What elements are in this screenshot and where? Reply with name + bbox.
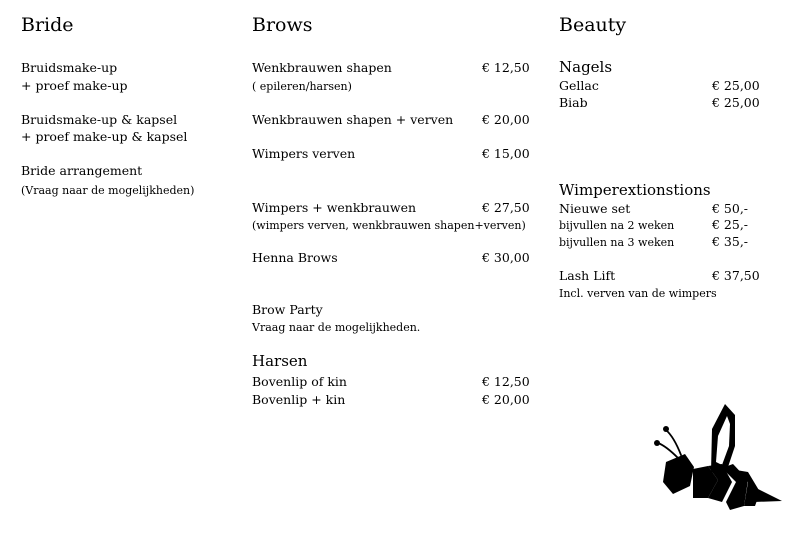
bride-item-1-line-1: Bruidsmake-up — [21, 60, 118, 75]
harsen-item-name: Bovenlip of kin — [252, 374, 347, 389]
brows-item-price: € 30,00 — [482, 250, 530, 265]
harsen-heading: Harsen — [252, 352, 308, 370]
brows-item-price: € 27,50 — [482, 200, 530, 215]
lash-lift-price: € 37,50 — [712, 268, 760, 283]
nagels-heading: Nagels — [559, 58, 613, 76]
brows-item-name: Wimpers verven — [252, 146, 356, 161]
wimper-item-name: bijvullen na 2 weken — [559, 219, 675, 232]
bee-logo-icon — [648, 402, 784, 514]
brows-item-price: € 20,00 — [482, 112, 530, 127]
wimper-heading: Wimperextionstions — [559, 181, 711, 199]
beauty-heading: Beauty — [559, 14, 627, 36]
brows-item-name: Wimpers + wenkbrauwen — [252, 200, 417, 215]
harsen-item-name: Bovenlip + kin — [252, 392, 346, 407]
bride-arrangement-note: (Vraag naar de mogelijkheden) — [21, 184, 195, 197]
bride-item-1-line-2: + proef make-up — [21, 78, 128, 93]
brow-party-note: Vraag naar de mogelijkheden. — [252, 321, 421, 334]
brows-heading: Brows — [252, 14, 313, 36]
wimper-item-price: € 50,- — [712, 201, 749, 216]
brows-item-price: € 15,00 — [482, 146, 530, 161]
brow-party: Brow Party — [252, 302, 323, 317]
brows-item-name: Wenkbrauwen shapen — [252, 60, 392, 75]
wimper-item-price: € 35,- — [712, 234, 749, 249]
brows-item-note: ( epileren/harsen) — [252, 80, 352, 93]
nagels-item-price: € 25,00 — [712, 95, 760, 110]
brows-item-price: € 12,50 — [482, 60, 530, 75]
bride-arrangement: Bride arrangement — [21, 163, 143, 178]
brows-item-name: Wenkbrauwen shapen + verven — [252, 112, 454, 127]
wimper-item-name: bijvullen na 3 weken — [559, 236, 675, 249]
nagels-item-name: Gellac — [559, 78, 599, 93]
lash-lift-note: Incl. verven van de wimpers — [559, 287, 717, 300]
wimper-item-name: Nieuwe set — [559, 201, 631, 216]
lash-lift: Lash Lift — [559, 268, 616, 283]
harsen-item-price: € 12,50 — [482, 374, 530, 389]
wimper-item-price: € 25,- — [712, 217, 749, 232]
bride-item-2-line-2: + proef make-up & kapsel — [21, 129, 188, 144]
nagels-item-price: € 25,00 — [712, 78, 760, 93]
bride-item-2-line-1: Bruidsmake-up & kapsel — [21, 112, 178, 127]
brows-item-note: (wimpers verven, wenkbrauwen shapen+verven) — [252, 219, 526, 232]
bride-heading: Bride — [21, 14, 74, 36]
nagels-item-name: Biab — [559, 95, 588, 110]
brows-item-name: Henna Brows — [252, 250, 338, 265]
harsen-item-price: € 20,00 — [482, 392, 530, 407]
